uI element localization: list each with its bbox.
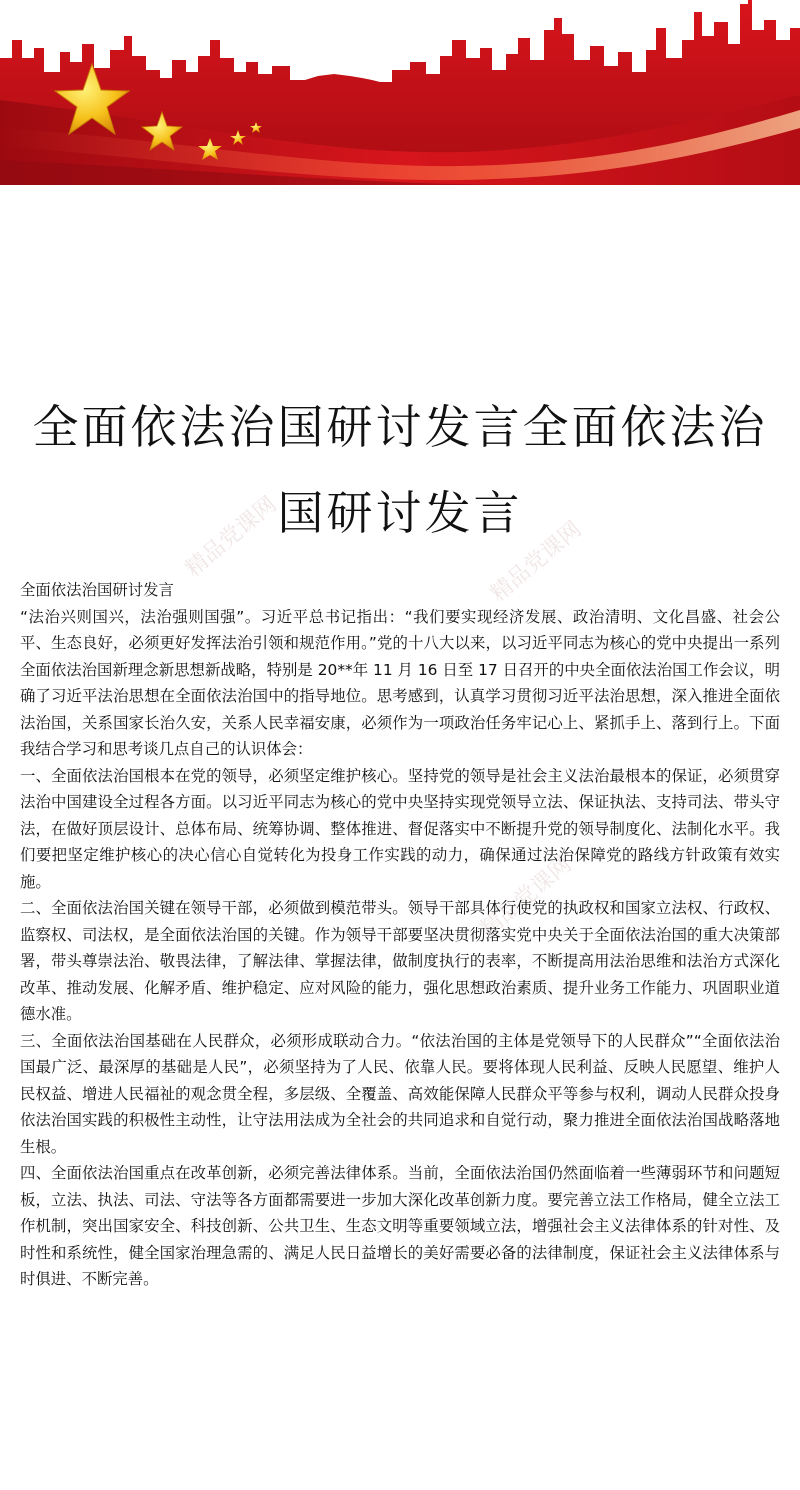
document-title xyxy=(20,384,780,556)
title-line-2: 国研讨发言 xyxy=(277,486,523,540)
body-paragraph-3: 三、全面依法治国基础在人民群众，必须形成联动合力。“依法治国的主体是党领导下的人民群众”“全面依法治国最广泛、最深厚的基础是人民”，必须坚持为了人民、依靠人民。要将体现人民利益、反映人民愿望、维护人民权益、增进人民福祉的观念贯全程，多层级、全覆盖、高效能保障人民群众平等参与权利，调动人民群众投身依法治国实践的积极性主动性，让守法用法成为全社会的共同追求和自觉行动，聚力推进全面依法治国战略落地生根。 xyxy=(20,1031,780,1156)
body-paragraph-intro: “法治兴则国兴，法治强则国强”。习近平总书记指出：“我们要实现经济发展、政治清明、文化昌盛、社会公平、生态良好，必须更好发挥法治引领和规范作用。”党的十八大以来，以习近平同志为核心的党中央提出一系列全面依法治国新理念新思想新战略，特别是 20**年 11 月 16 日至 17 日召开的中央全面依法治国工作会议，明确了习近平法治思想在全面依法治国中的指导地位。思考感到，认真学习贯彻习近平法治思想，深入推进全面依法治国，关系国家长治久安，关系人民幸福安康，必须作为一项政治任务牢记心上、紧抓手上、落到行上。下面我结合学习和思考谈几点自己的认识体会： xyxy=(20,607,780,758)
city-skyline-banner xyxy=(0,0,800,185)
header-banner xyxy=(0,0,800,185)
document-body xyxy=(20,577,780,1293)
body-paragraph-4: 四、全面依法治国重点在改革创新，必须完善法律体系。当前，全面依法治国仍然面临着一些薄弱环节和问题短板，立法、执法、司法、守法等各方面都需要进一步加大深化改革创新力度。要完善立法工作格局，健全立法工作机制，突出国家安全、科技创新、公共卫生、生态文明等重要领域立法，增强社会主义法律体系的针对性、及时性和系统性，健全国家治理急需的、满足人民日益增长的美好需要必备的法律制度，保证社会主义法律体系与时俱进、不断完善。 xyxy=(20,1164,780,1288)
watermark: 精品党课网 xyxy=(476,852,577,942)
body-paragraph-2: 二、全面依法治国关键在领导干部，必须做到模范带头。领导干部具体行使党的执政权和国家立法权、行政权、监察权、司法权，是全面依法治国的关键。作为领导干部要坚决贯彻落实党中央关于全面依法治国的重大决策部署，带头尊崇法治、敬畏法律，了解法律、掌握法律，做制度执行的表率，不断提高用法治思维和法治方式深化改革、推动发展、化解矛盾、维护稳定、应对风险的能力，强化思想政治素质、提升业务工作能力、巩固职业道德水准。 xyxy=(20,899,780,1023)
watermark: 精品党课网 xyxy=(486,517,587,607)
title-line-1: 全面依法治国研讨发言全面依法治 xyxy=(32,400,768,454)
body-paragraph-1: 一、全面依法治国根本在党的领导，必须坚定维护核心。坚持党的领导是社会主义法治最根本的保证，必须贯穿法治中国建设全过程各方面。以习近平同志为核心的党中央坚持实现党领导立法、保证执法、支持司法、带头守法，在做好顶层设计、总体布局、统筹协调、整体推进、督促落实中不断提升党的领导制度化、法制化水平。我们要把坚定维护核心的决心信心自觉转化为投身工作实践的动力，确保通过法治保障党的路线方针政策有效实施。 xyxy=(20,766,780,891)
body-heading: 全面依法治国研讨发言 xyxy=(20,581,174,599)
watermark: 精品党课网 xyxy=(181,492,282,582)
